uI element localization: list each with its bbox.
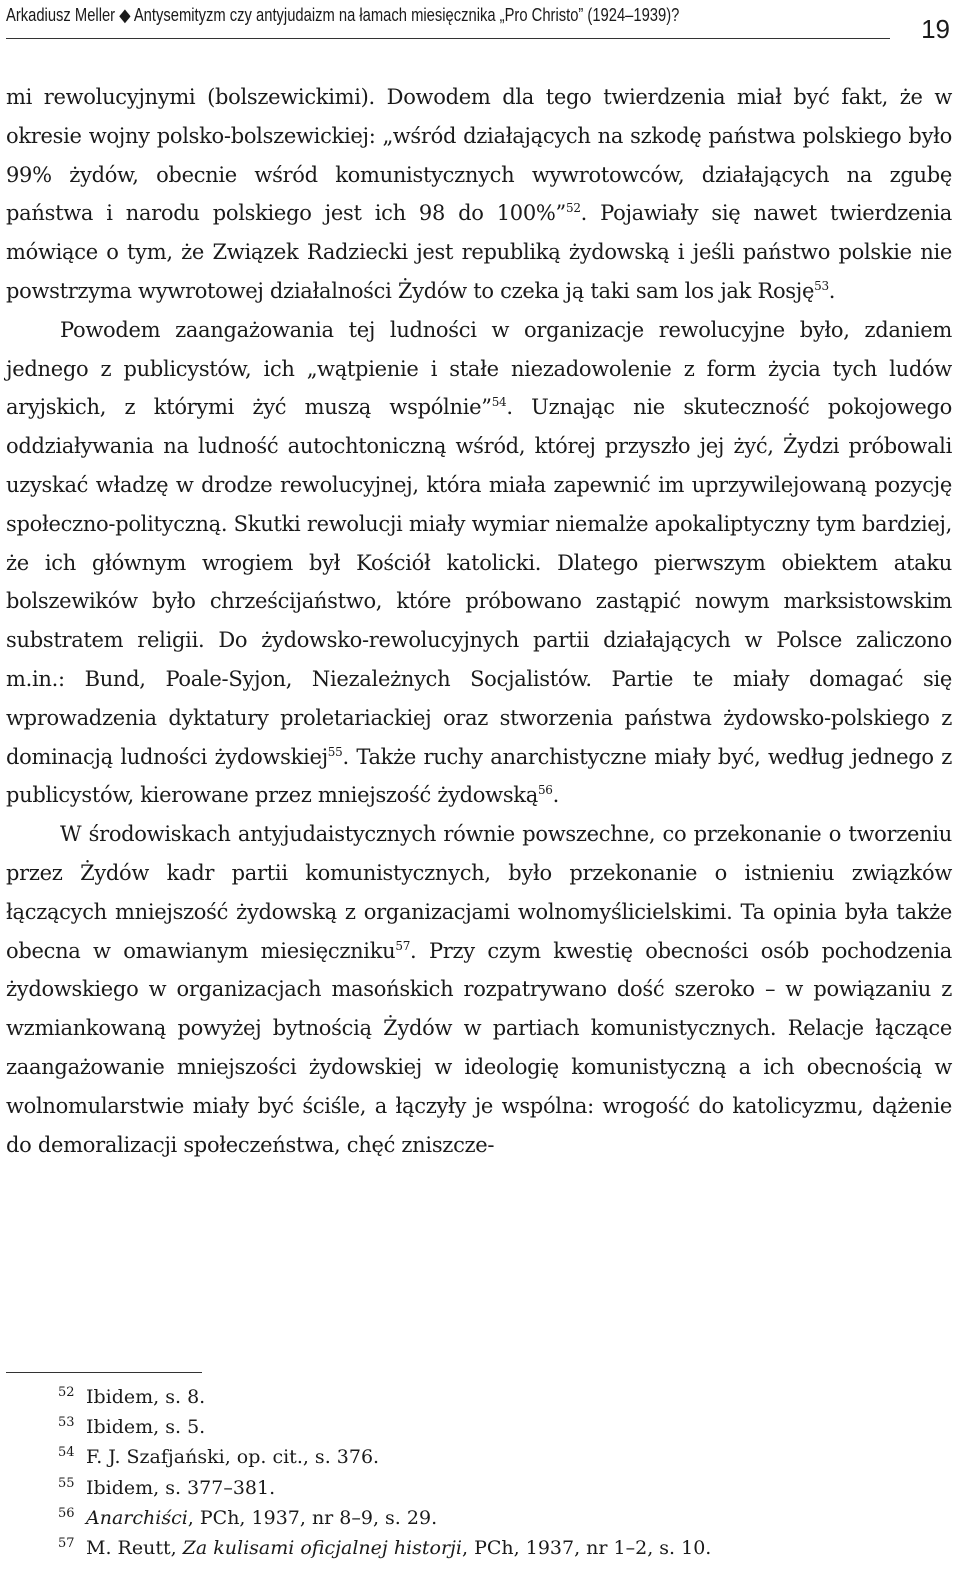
footnote-text [86, 1412, 205, 1442]
footnote-number: 57 [58, 1536, 75, 1552]
footnote-number: 52 [58, 1385, 75, 1400]
footnote-reference: 57 [395, 938, 411, 953]
text-run: Ibidem, s. 8. [86, 1386, 206, 1408]
text-run: Powodem zaangażowania tej ludności w organizacje rewolucyjne było, zdaniem jednego z publicystów, ich „wątpienie i stałe niezadowolenie z form życia tych ludów aryjskich, z którymi żyć muszą wspólnie” [6, 317, 952, 420]
text-run: Ibidem, s. 377–381. [86, 1476, 276, 1499]
text-run: , PCh, 1937, nr 8–9, s. 29. [187, 1506, 438, 1529]
footnote-reference: 56 [537, 783, 553, 798]
text-run: . [828, 278, 836, 303]
footnote [6, 1442, 906, 1472]
text-run: . Także ruchy anarchistyczne miały być, według jednego z publicystów, kierowane przez mniejszość żydowską [6, 744, 952, 808]
page-number: 19 [921, 14, 950, 44]
footnote [6, 1382, 906, 1412]
footnote-reference: 53 [814, 278, 829, 293]
footnote-reference: 52 [566, 201, 581, 216]
footnotes [6, 1382, 906, 1563]
text-run: . Przy czym kwestię obecności osób pochodzenia żydowskiego w organizacjach masońskich rozpatrywano dość szeroko – w powiązaniu z wzmiankowaną powyżej bytnością Żydów w partiach komunistycznych. Relacje łączące zaangażowanie mniejszości żydowskiej w ideologię komunistyczną a ich obecnością w wolnomularstwie miały być ściśle, a łączyły je wspólna: wrogość do katolicyzmu, dążenie do demoralizacji społeczeństwa, chęć zniszcze- [6, 938, 953, 1157]
footnote-reference: 55 [327, 744, 343, 759]
footnote-number: 55 [58, 1475, 75, 1491]
footnote-number: 53 [58, 1415, 75, 1431]
footnote [6, 1503, 906, 1533]
running-header-text: Arkadiusz Meller ◆ Antysemityzm czy antyjudaizm na łamach miesięcznika „Pro Christo” (1924–1939)? [6, 5, 680, 25]
text-run: . Uznając nie skuteczność pokojowego oddziaływania na ludność autochtoniczną wśród, której przyszło jej żyć, Żydzi próbowali uzyskać władzę w drodze rewolucyjnej, która miała zapewnić im uprzywilejowaną pozycję społeczno-polityczną. Skutki rewolucji miały wymiar niemalże apokaliptyczny tym bardziej, że ich głównym wrogiem był Kościół katolicki. Dlatego pierwszym obiektem ataku bolszewików było chrześcijaństwo, które próbowano zastąpić nowym marksistowskim substratem religii. Do żydowsko-rewolucyjnych partii działających w Polsce zaliczono m.in.: Bund, Poale-Syjon, Niezależnych Socjalistów. Partie te miały domagać się wprowadzenia dyktatury proletariackiej oraz stworzenia państwa żydowsko-polskiego z dominacją ludności żydowskiej [6, 395, 952, 769]
text-run: , PCh, 1937, nr 1–2, s. 10. [462, 1537, 712, 1560]
italic-title: Anarchiści [86, 1506, 188, 1529]
footnote-text [86, 1442, 379, 1472]
italic-title: Za kulisami oficjalnej historji [182, 1537, 463, 1560]
footnote-text [86, 1533, 711, 1563]
footnote-number: 56 [58, 1505, 75, 1521]
footnote-reference: 54 [491, 395, 507, 410]
paragraph-2 [6, 311, 952, 815]
footnote-text [86, 1503, 437, 1533]
paragraph-1 [6, 78, 952, 311]
text-run: F. J. Szafjański, op. cit., s. 376. [86, 1446, 380, 1469]
running-header [6, 0, 890, 39]
footnote-text [86, 1382, 205, 1412]
text-run: M. Reutt, [86, 1537, 183, 1560]
text-run: W środowiskach antyjudaistycznych równie powszechne, co przekonanie o tworzeniu przez Żydów kadr partii komunistycznych, było przekonanie o istnieniu związków łączących mniejszość żydowską z organizacjami wolnomyślicielskimi. Ta opinia była także obecna w omawianym miesięczniku [6, 822, 952, 963]
text-run: Ibidem, s. 5. [86, 1416, 206, 1439]
footnote-text [86, 1473, 275, 1503]
footnote [6, 1412, 906, 1442]
text-run: . Pojawiały się nawet twierdzenia mówiące o tym, że Związek Radziecki jest republiką żydowską i jeśli państwo polskie nie powstrzyma wywrotowej działalności Żydów to czeka ją taki sam los jak Rosję [6, 201, 952, 303]
footnote-separator [6, 1372, 202, 1373]
text-run: mi rewolucyjnymi (bolszewickimi). Dowodem dla tego twierdzenia miał być fakt, że w okresie wojny polsko-bolszewickiej: „wśród działających na szkodę państwa polskiego było 99% żydów, obecnie wśród komunistycznych wywrotowców, działających na zgubę państwa i narodu polskiego jest ich 98 do 100%” [6, 85, 952, 226]
footnote [6, 1473, 906, 1503]
paragraph-3 [6, 815, 952, 1164]
body-text [6, 78, 952, 1164]
text-run: . [552, 783, 560, 808]
footnote [6, 1533, 906, 1563]
footnote-number: 54 [58, 1445, 75, 1461]
